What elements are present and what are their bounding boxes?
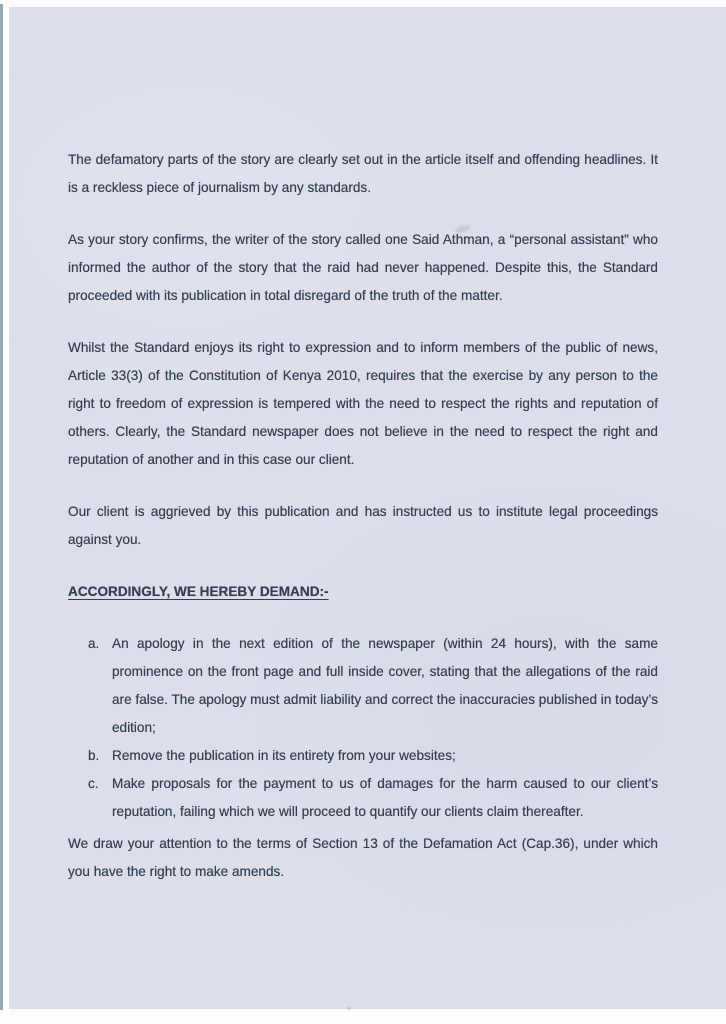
paragraph-defamatory-parts: The defamatory parts of the story are clearly set out in the article itself and offending headlines. It is a reckless piece of journalism by any standards. [68,152,658,195]
scan-speck-artifact [347,1007,351,1010]
demand-item-apology [88,630,658,742]
list-marker-c: c. [88,776,99,791]
demands-heading: ACCORDINGLY, WE HEREBY DEMAND:- [68,584,329,599]
scan-edge-strip [0,4,3,1010]
scanned-letter-page [9,7,726,1009]
list-marker-a: a. [88,636,100,651]
paragraph-client-aggrieved: Our client is aggrieved by this publication and has instructed us to institute legal proceedings against you. [68,504,658,547]
letter-body [68,146,658,910]
paragraph-closing-defamation-act: We draw your attention to the terms of Section 13 of the Defamation Act (Cap.36), under which you have the right to make amends. [68,836,658,879]
paragraph-writer-confirms: As your story confirms, the writer of the story called one Said Athman, a “personal assistant” who informed the author of the story that the raid had never happened. Despite this, the Standard proceeded with its publication in total disregard of the truth of the matter. [68,232,658,303]
demand-item-remove-publication-text: Remove the publication in its entirety from your websites; [112,748,456,763]
paragraph-right-to-expression: Whilst the Standard enjoys its right to expression and to inform members of the public of news, Article 33(3) of the Constitution of Kenya 2010, requires that the exercise by any person to the right to freedom of expression is tempered with the need to respect the rights and reputation of others. Clearly, the Standard newspaper does not believe in the need to respect the right and reputation of another and in this case our client. [68,340,658,467]
demands-list [68,630,658,826]
demand-item-apology-text: An apology in the next edition of the newspaper (within 24 hours), with the same prominence on the front page and full inside cover, stating that the allegations of the raid are false. The apology must admit liability and correct the inaccuracies published in today’s edition; [112,636,658,735]
list-marker-b: b. [88,748,100,763]
demand-item-damages [88,770,658,826]
demand-item-damages-text: Make proposals for the payment to us of damages for the harm caused to our client’s reputation, failing which we will proceed to quantify our clients claim thereafter. [112,776,658,819]
demand-item-remove-publication [88,742,658,770]
